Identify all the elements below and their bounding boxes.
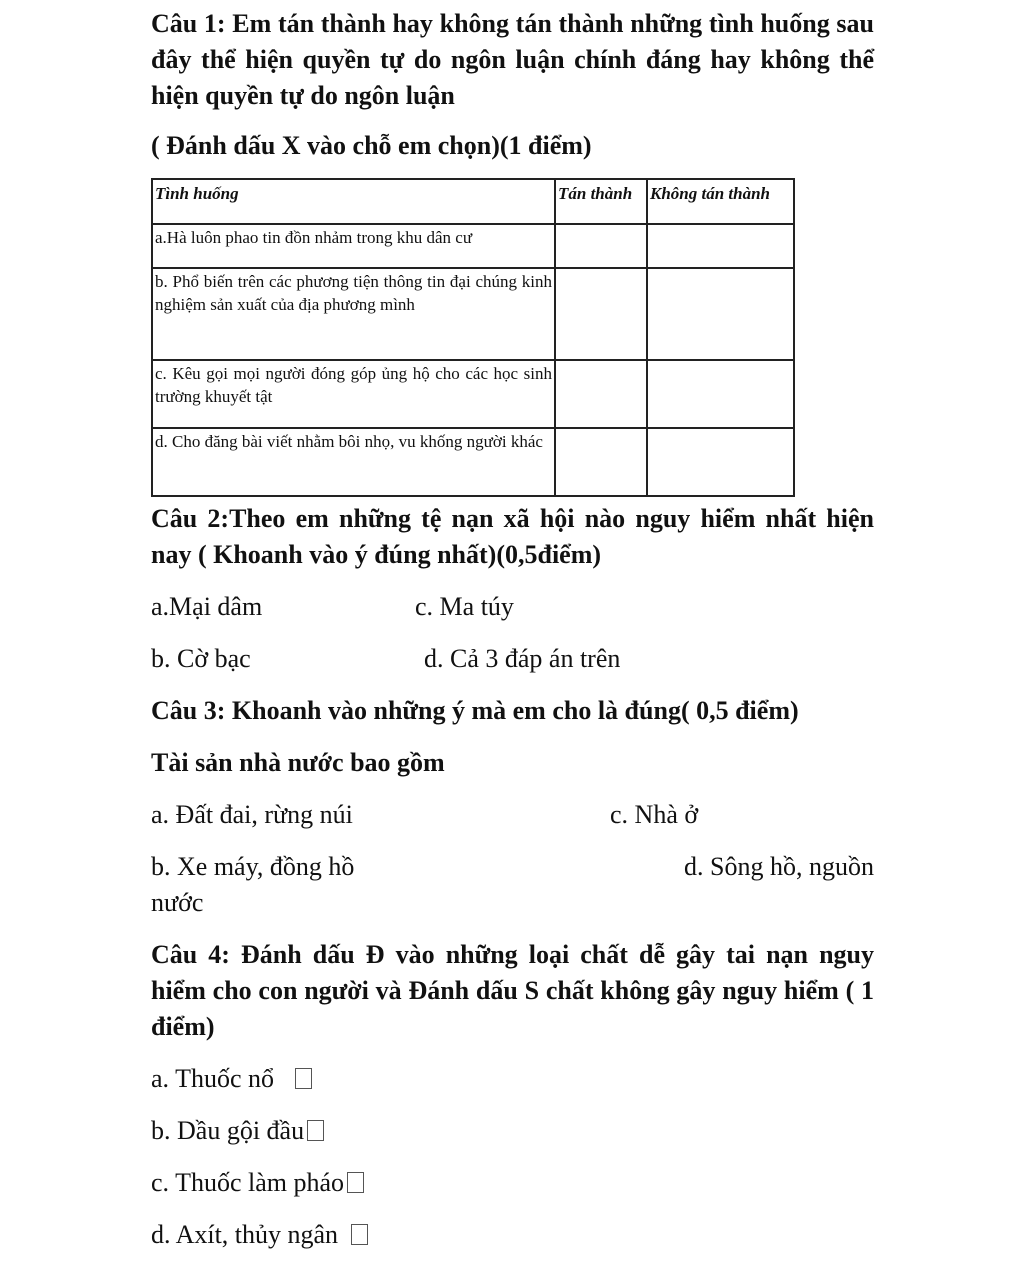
- q1-table: [151, 178, 795, 497]
- disagree-cell-a[interactable]: [647, 224, 794, 268]
- table-row: [152, 268, 794, 360]
- q3-option-d-continued: nước: [151, 888, 204, 917]
- q3-option-c[interactable]: c. Nhà ở: [610, 800, 699, 829]
- table-row: [152, 224, 794, 268]
- q4-option-d-label: d. Axít, thủy ngân: [151, 1220, 339, 1249]
- header-situation: Tình huống: [152, 179, 555, 224]
- q4-option-c: [151, 1165, 874, 1201]
- q4-title: Câu 4: Đánh dấu Đ vào những loại chất dễ gây tai nạn nguy hiểm cho con người và Đánh dấu S chất không gây nguy hiểm ( 1 điểm): [151, 940, 874, 1041]
- situation-d: d. Cho đăng bài viết nhằm bôi nhọ, vu khống người khác: [152, 428, 555, 496]
- disagree-cell-c[interactable]: [647, 360, 794, 428]
- q2-option-d[interactable]: d. Cả 3 đáp án trên: [424, 644, 621, 673]
- q3-option-d[interactable]: d. Sông hồ, nguồn: [684, 852, 874, 881]
- checkbox-icon[interactable]: [351, 1224, 368, 1245]
- agree-cell-b[interactable]: [555, 268, 647, 360]
- q3-title: Câu 3: Khoanh vào những ý mà em cho là đúng( 0,5 điểm): [151, 696, 799, 725]
- header-agree: Tán thành: [555, 179, 647, 224]
- disagree-cell-d[interactable]: [647, 428, 794, 496]
- worksheet: [151, 6, 874, 1253]
- q3-options-row-2: [151, 849, 874, 885]
- q1-instruction: ( Đánh dấu X vào chỗ em chọn)(1 điểm): [151, 131, 592, 160]
- header-disagree: Không tán thành: [647, 179, 794, 224]
- q1-title: Câu 1: Em tán thành hay không tán thành những tình huống sau đây thể hiện quyền tự do ngôn luận chính đáng hay không thể hiện quyền tự do ngôn luận: [151, 9, 874, 110]
- agree-cell-d[interactable]: [555, 428, 647, 496]
- table-header-row: [152, 179, 794, 224]
- situation-b: b. Phổ biến trên các phương tiện thông tin đại chúng kinh nghiệm sản xuất của địa phương mình: [152, 268, 555, 360]
- q2-option-c[interactable]: c. Ma túy: [415, 592, 514, 621]
- agree-cell-a[interactable]: [555, 224, 647, 268]
- q2-options-row-2: [151, 641, 874, 677]
- q2-option-b[interactable]: b. Cờ bạc: [151, 644, 251, 673]
- checkbox-icon[interactable]: [295, 1068, 312, 1089]
- q4-option-d: [151, 1217, 874, 1253]
- q4-option-b-label: b. Dầu gội đầu: [151, 1116, 305, 1145]
- situation-a: a.Hà luôn phao tin đồn nhảm trong khu dân cư: [152, 224, 555, 268]
- q3-subtitle: Tài sản nhà nước bao gồm: [151, 748, 445, 777]
- q4-option-b: [151, 1113, 874, 1149]
- q2-option-a[interactable]: a.Mại dâm: [151, 592, 263, 621]
- table-row: [152, 428, 794, 496]
- agree-cell-c[interactable]: [555, 360, 647, 428]
- table-row: [152, 360, 794, 428]
- q3-option-a[interactable]: a. Đất đai, rừng núi: [151, 800, 353, 829]
- q2-title: Câu 2:Theo em những tệ nạn xã hội nào nguy hiểm nhất hiện nay ( Khoanh vào ý đúng nhất)(0,5điểm): [151, 504, 874, 569]
- checkbox-icon[interactable]: [307, 1120, 324, 1141]
- q4-option-a-label: a. Thuốc nổ: [151, 1064, 274, 1093]
- q4-option-c-label: c. Thuốc làm pháo: [151, 1168, 345, 1197]
- disagree-cell-b[interactable]: [647, 268, 794, 360]
- checkbox-icon[interactable]: [347, 1172, 364, 1193]
- q4-option-a: [151, 1061, 874, 1097]
- situation-c: c. Kêu gọi mọi người đóng góp ủng hộ cho các học sinh trường khuyết tật: [152, 360, 555, 428]
- q3-options-row-1: [151, 797, 874, 833]
- q3-option-b[interactable]: b. Xe máy, đồng hồ: [151, 852, 355, 881]
- q2-options-row-1: [151, 589, 874, 625]
